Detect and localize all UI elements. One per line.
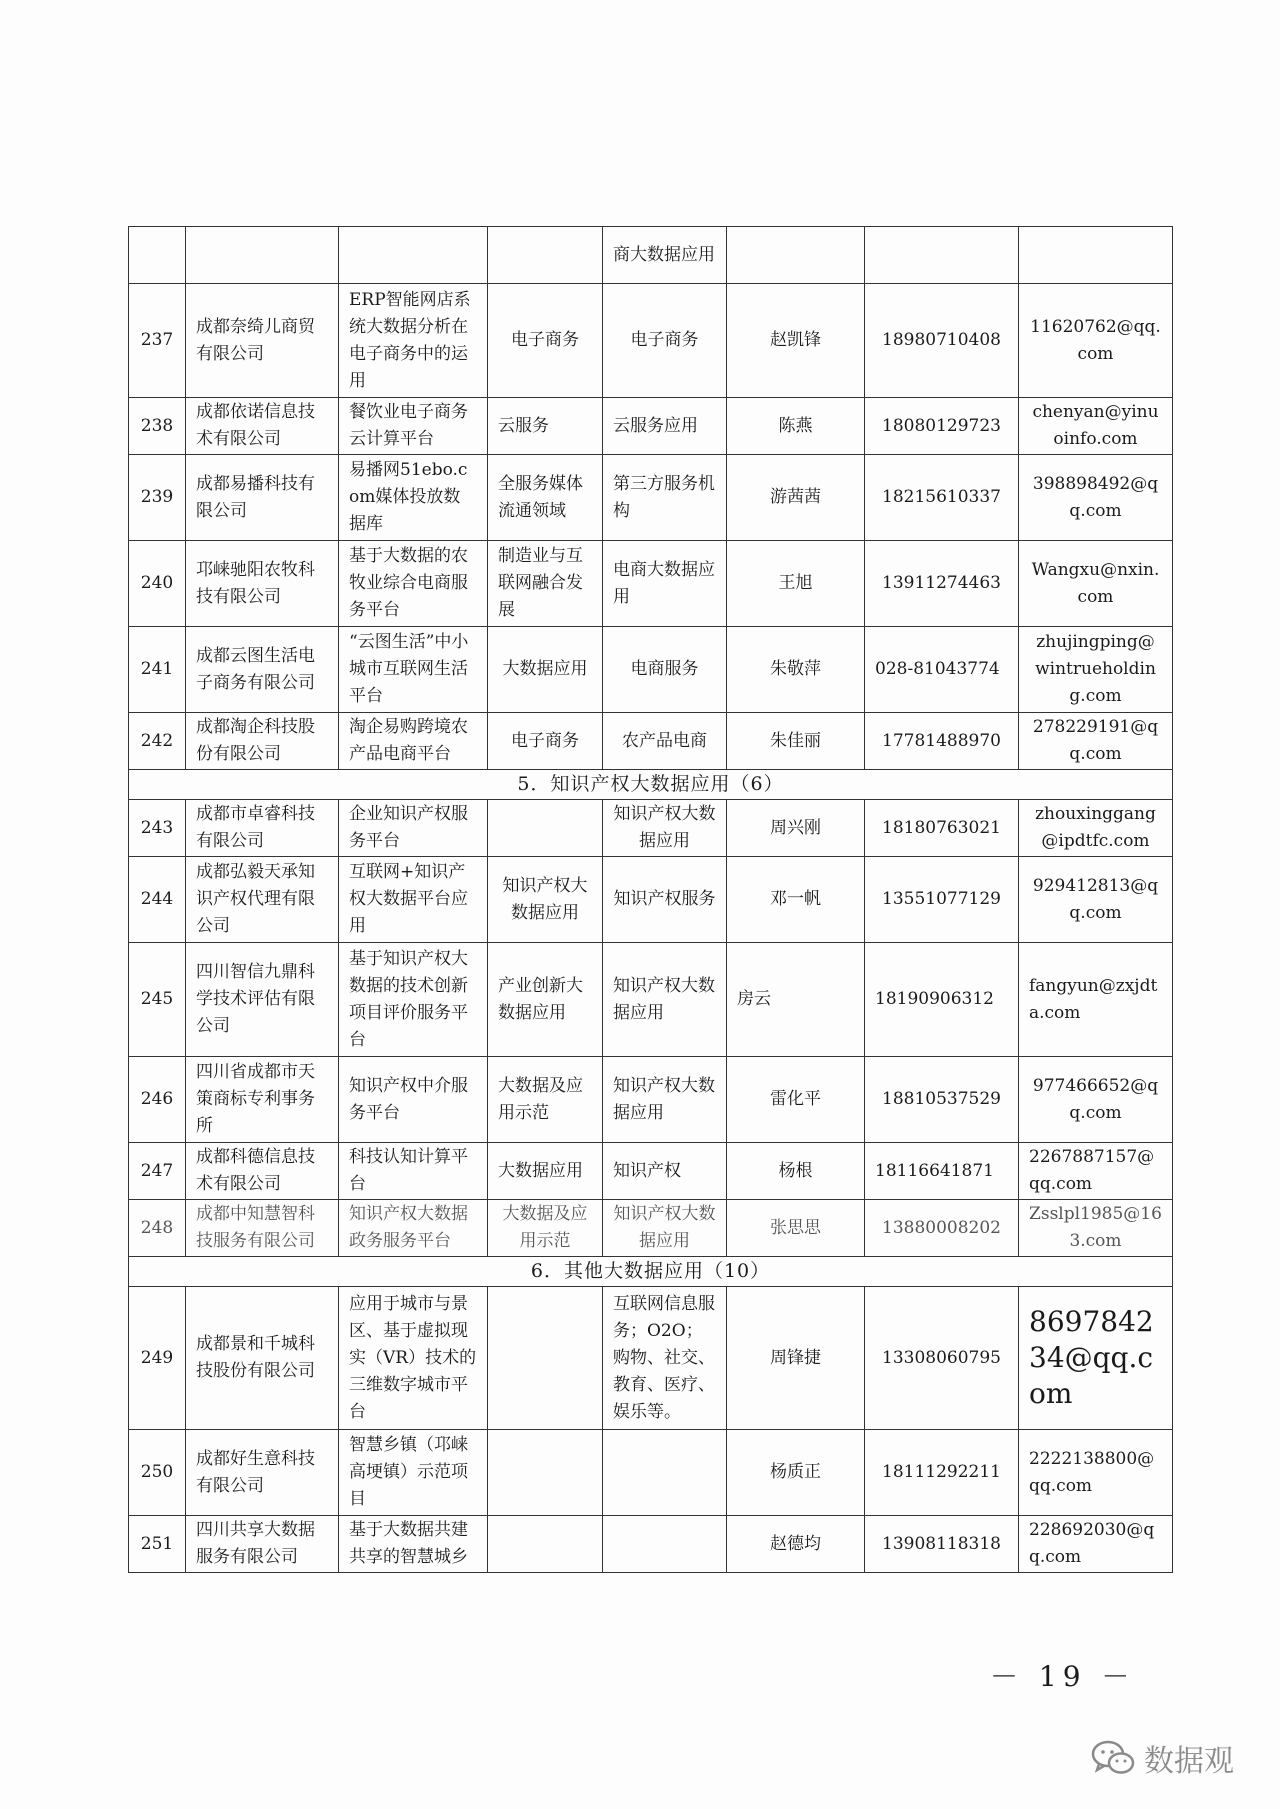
category-cell: 商大数据应用: [603, 227, 727, 284]
company-cell: 成都好生意科技有限公司: [186, 1430, 339, 1516]
row-number: 242: [129, 713, 186, 770]
field-cell: 大数据应用: [488, 627, 603, 713]
section-heading: 6．其他大数据应用（10）: [129, 1257, 1173, 1287]
contact-cell: 王旭: [727, 541, 865, 627]
contact-cell: 赵德均: [727, 1516, 865, 1573]
table-row: [129, 541, 1173, 627]
table-row: [129, 1057, 1173, 1143]
project-cell: 应用于城市与景区、基于虚拟现实（VR）技术的三维数字城市平台: [339, 1287, 488, 1430]
row-number: [129, 227, 186, 284]
field-cell: [488, 1516, 603, 1573]
contact-cell: 张思思: [727, 1200, 865, 1257]
table-row: [129, 227, 1173, 284]
email-cell: fangyun@zxjdta.com: [1019, 943, 1173, 1057]
project-cell: 科技认知计算平台: [339, 1143, 488, 1200]
project-cell: 淘企易购跨境农产品电商平台: [339, 713, 488, 770]
company-cell: 四川省成都市天策商标专利事务所: [186, 1057, 339, 1143]
row-number: 248: [129, 1200, 186, 1257]
field-cell: [488, 1287, 603, 1430]
table-row: [129, 1430, 1173, 1516]
category-cell: 知识产权: [603, 1143, 727, 1200]
category-cell: 知识产权大数据应用: [603, 1057, 727, 1143]
row-number: 243: [129, 800, 186, 857]
email-cell: chenyan@yinuoinfo.com: [1019, 398, 1173, 455]
company-cell: 成都淘企科技股份有限公司: [186, 713, 339, 770]
row-number: 244: [129, 857, 186, 943]
company-cell: 成都依诺信息技术有限公司: [186, 398, 339, 455]
field-cell: 知识产权大数据应用: [488, 857, 603, 943]
field-cell: 电子商务: [488, 713, 603, 770]
watermark: [1090, 1735, 1234, 1781]
phone-cell: 18980710408: [865, 284, 1019, 398]
row-number: 250: [129, 1430, 186, 1516]
phone-cell: 13308060795: [865, 1287, 1019, 1430]
row-number: 241: [129, 627, 186, 713]
table-row: [129, 800, 1173, 857]
project-cell: ERP智能网店系统大数据分析在电子商务中的运用: [339, 284, 488, 398]
project-cell: [339, 227, 488, 284]
field-cell: [488, 227, 603, 284]
phone-cell: 18080129723: [865, 398, 1019, 455]
row-number: 245: [129, 943, 186, 1057]
project-cell: 易播网51ebo.com媒体投放数据库: [339, 455, 488, 541]
table-row: [129, 284, 1173, 398]
project-cell: 知识产权中介服务平台: [339, 1057, 488, 1143]
company-cell: 邛崃驰阳农牧科技有限公司: [186, 541, 339, 627]
email-cell: 929412813@qq.com: [1019, 857, 1173, 943]
category-cell: 知识产权服务: [603, 857, 727, 943]
contact-cell: 雷化平: [727, 1057, 865, 1143]
contact-cell: 杨质正: [727, 1430, 865, 1516]
email-cell: 2222138800@qq.com: [1019, 1430, 1173, 1516]
field-cell: 制造业与互联网融合发展: [488, 541, 603, 627]
phone-cell: 13880008202: [865, 1200, 1019, 1257]
field-cell: 大数据应用: [488, 1143, 603, 1200]
phone-cell: 18116641871: [865, 1143, 1019, 1200]
company-cell: 成都云图生活电子商务有限公司: [186, 627, 339, 713]
contact-cell: 周锋捷: [727, 1287, 865, 1430]
row-number: 237: [129, 284, 186, 398]
contact-cell: 邓一帆: [727, 857, 865, 943]
project-cell: 餐饮业电子商务云计算平台: [339, 398, 488, 455]
phone-cell: 028-81043774: [865, 627, 1019, 713]
row-number: 246: [129, 1057, 186, 1143]
row-number: 239: [129, 455, 186, 541]
page-number: － 19 －: [990, 1660, 1136, 1693]
category-cell: 云服务应用: [603, 398, 727, 455]
contact-cell: 赵凯锋: [727, 284, 865, 398]
email-cell: 228692030@qq.com: [1019, 1516, 1173, 1573]
category-cell: 互联网信息服务；O2O；购物、社交、教育、医疗、娱乐等。: [603, 1287, 727, 1430]
company-cell: 成都弘毅天承知识产权代理有限公司: [186, 857, 339, 943]
project-cell: 基于知识产权大数据的技术创新项目评价服务平台: [339, 943, 488, 1057]
email-cell: 278229191@qq.com: [1019, 713, 1173, 770]
company-cell: [186, 227, 339, 284]
project-cell: “云图生活”中小城市互联网生活平台: [339, 627, 488, 713]
contact-cell: 朱佳丽: [727, 713, 865, 770]
company-cell: 成都景和千城科技股份有限公司: [186, 1287, 339, 1430]
contact-cell: 周兴刚: [727, 800, 865, 857]
table-row: [129, 1516, 1173, 1573]
table-row: [129, 455, 1173, 541]
category-cell: 知识产权大数据应用: [603, 943, 727, 1057]
row-number: 240: [129, 541, 186, 627]
field-cell: 云服务: [488, 398, 603, 455]
company-cell: 成都科德信息技术有限公司: [186, 1143, 339, 1200]
section-row: [129, 770, 1173, 800]
field-cell: 大数据及应用示范: [488, 1057, 603, 1143]
email-cell: 977466652@qq.com: [1019, 1057, 1173, 1143]
project-cell: 互联网+知识产权大数据平台应用: [339, 857, 488, 943]
email-cell: Zsslpl1985@163.com: [1019, 1200, 1173, 1257]
table-row: [129, 857, 1173, 943]
table-row: [129, 1287, 1173, 1430]
company-cell: 成都奈绮儿商贸有限公司: [186, 284, 339, 398]
section-row: [129, 1257, 1173, 1287]
category-cell: 第三方服务机构: [603, 455, 727, 541]
row-number: 238: [129, 398, 186, 455]
section-heading: 5．知识产权大数据应用（6）: [129, 770, 1173, 800]
contact-cell: 陈燕: [727, 398, 865, 455]
contact-cell: 杨根: [727, 1143, 865, 1200]
phone-cell: 18180763021: [865, 800, 1019, 857]
category-cell: 知识产权大数据应用: [603, 1200, 727, 1257]
table-row: [129, 943, 1173, 1057]
email-cell: 2267887157@qq.com: [1019, 1143, 1173, 1200]
category-cell: 农产品电商: [603, 713, 727, 770]
wechat-icon: [1090, 1738, 1136, 1778]
company-cell: 成都市卓睿科技有限公司: [186, 800, 339, 857]
company-cell: 四川共享大数据服务有限公司: [186, 1516, 339, 1573]
table-row: [129, 1200, 1173, 1257]
project-cell: 知识产权大数据政务服务平台: [339, 1200, 488, 1257]
email-cell: 869784234@qq.com: [1019, 1287, 1173, 1430]
phone-cell: 18810537529: [865, 1057, 1019, 1143]
table-row: [129, 398, 1173, 455]
table-row: [129, 713, 1173, 770]
email-cell: [1019, 227, 1173, 284]
email-cell: zhouxinggang@ipdtfc.com: [1019, 800, 1173, 857]
category-cell: [603, 1430, 727, 1516]
email-cell: 11620762@qq.com: [1019, 284, 1173, 398]
category-cell: 电子商务: [603, 284, 727, 398]
category-cell: 电商大数据应用: [603, 541, 727, 627]
phone-cell: [865, 227, 1019, 284]
phone-cell: 13551077129: [865, 857, 1019, 943]
row-number: 247: [129, 1143, 186, 1200]
field-cell: [488, 1430, 603, 1516]
table-row: [129, 1143, 1173, 1200]
category-cell: [603, 1516, 727, 1573]
enterprise-table: [128, 226, 1173, 1573]
phone-cell: 13911274463: [865, 541, 1019, 627]
email-cell: Wangxu@nxin.com: [1019, 541, 1173, 627]
row-number: 251: [129, 1516, 186, 1573]
field-cell: [488, 800, 603, 857]
email-cell: zhujingping@wintrueholding.com: [1019, 627, 1173, 713]
contact-cell: 游茜茜: [727, 455, 865, 541]
contact-cell: [727, 227, 865, 284]
company-cell: 成都中知慧智科技服务有限公司: [186, 1200, 339, 1257]
phone-cell: 18111292211: [865, 1430, 1019, 1516]
email-cell: 398898492@qq.com: [1019, 455, 1173, 541]
table-row: [129, 627, 1173, 713]
category-cell: 电商服务: [603, 627, 727, 713]
field-cell: 电子商务: [488, 284, 603, 398]
company-cell: 成都易播科技有限公司: [186, 455, 339, 541]
category-cell: 知识产权大数据应用: [603, 800, 727, 857]
phone-cell: 18215610337: [865, 455, 1019, 541]
field-cell: 大数据及应用示范: [488, 1200, 603, 1257]
field-cell: 产业创新大数据应用: [488, 943, 603, 1057]
project-cell: 智慧乡镇（邛崃高埂镇）示范项目: [339, 1430, 488, 1516]
watermark-text: 数据观: [1144, 1744, 1234, 1779]
contact-cell: 朱敬萍: [727, 627, 865, 713]
phone-cell: 18190906312: [865, 943, 1019, 1057]
phone-cell: 13908118318: [865, 1516, 1019, 1573]
contact-cell: 房云: [727, 943, 865, 1057]
row-number: 249: [129, 1287, 186, 1430]
phone-cell: 17781488970: [865, 713, 1019, 770]
project-cell: 基于大数据共建共享的智慧城乡: [339, 1516, 488, 1573]
field-cell: 全服务媒体流通领域: [488, 455, 603, 541]
project-cell: 基于大数据的农牧业综合电商服务平台: [339, 541, 488, 627]
project-cell: 企业知识产权服务平台: [339, 800, 488, 857]
company-cell: 四川智信九鼎科学技术评估有限公司: [186, 943, 339, 1057]
